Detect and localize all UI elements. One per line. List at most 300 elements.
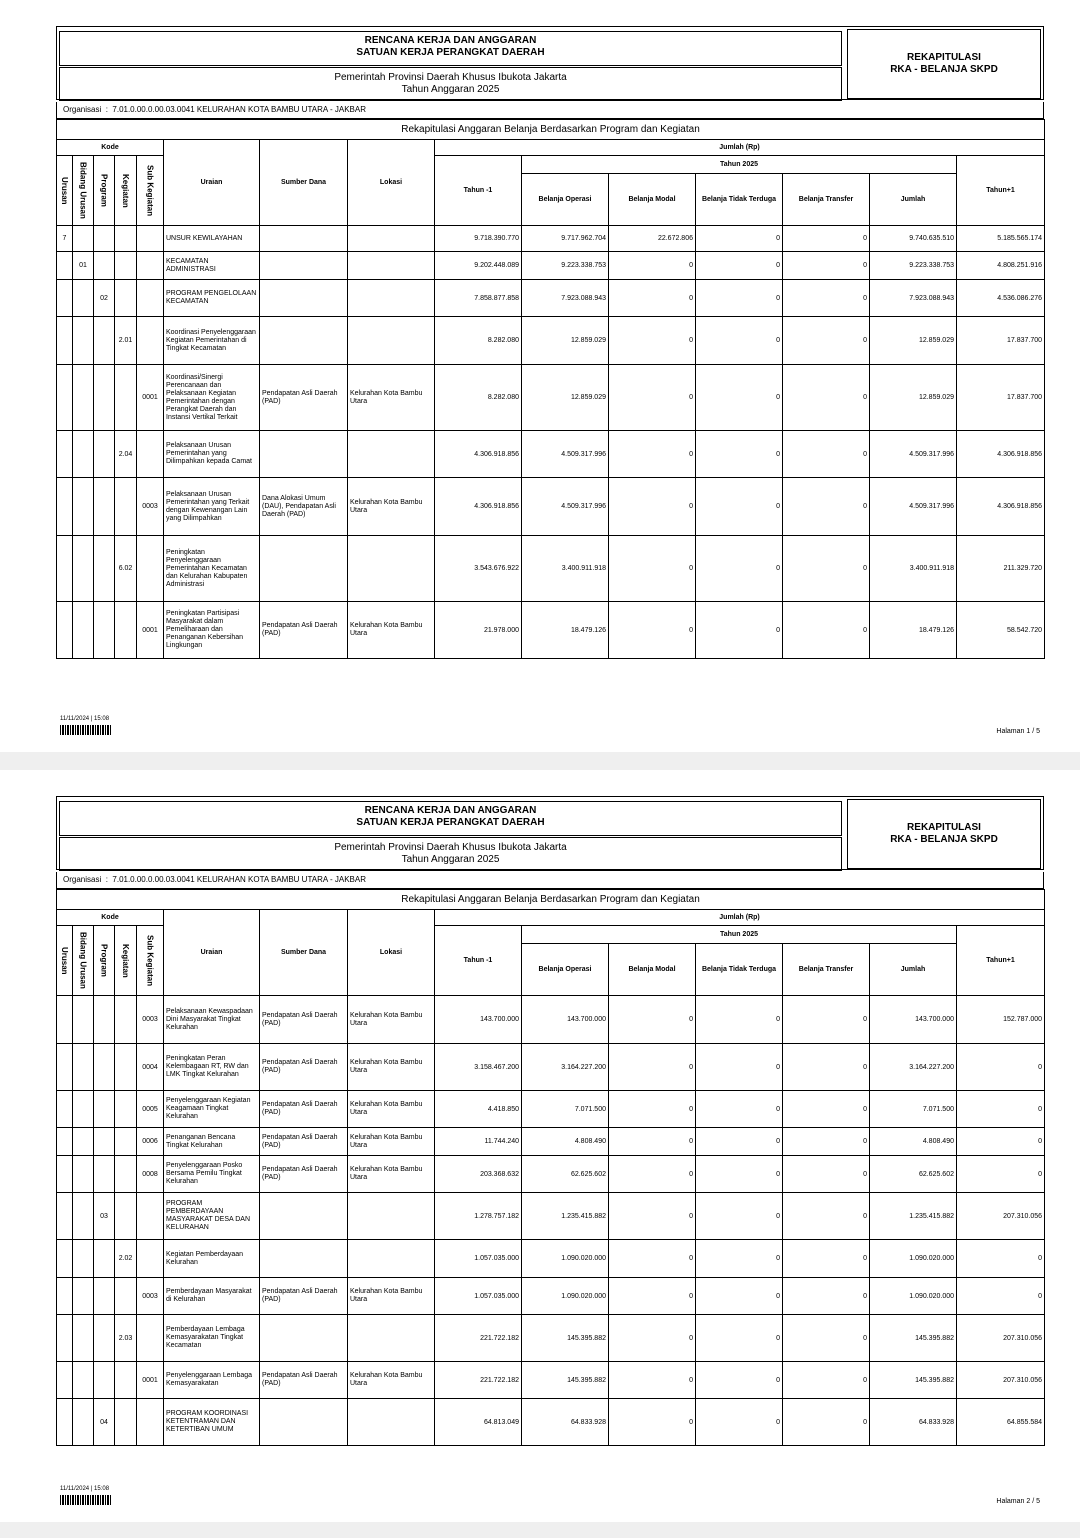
table-title: Rekapitulasi Anggaran Belanja Berdasarkan Program dan Kegiatan — [57, 890, 1045, 910]
cell-lokasi: Kelurahan Kota Bambu Utara — [348, 365, 435, 431]
cell-belanja-transfer: 0 — [783, 431, 870, 478]
cell-sub-kegiatan-code — [137, 280, 164, 317]
cell-kegiatan-code — [115, 1128, 137, 1156]
cell-program-code: 02 — [94, 280, 115, 317]
cell-bidang-code — [73, 996, 94, 1044]
cell-jumlah: 12.859.029 — [870, 365, 957, 431]
cell-belanja-transfer: 0 — [783, 1193, 870, 1240]
col-kegiatan: Kegiatan — [121, 943, 130, 978]
cell-kegiatan-code — [115, 1156, 137, 1193]
cell-lokasi: Kelurahan Kota Bambu Utara — [348, 1362, 435, 1399]
cell-uraian: Peningkatan Partisipasi Masyarakat dalam Pemeliharaan dan Penanganan Kebersihan Lingkungan — [164, 602, 260, 659]
col-kode: Kode — [57, 140, 164, 156]
cell-belanja-tidak-terduga: 0 — [696, 1156, 783, 1193]
cell-tahun-plus-1: 0 — [957, 1091, 1045, 1128]
cell-belanja-operasi: 9.223.338.753 — [522, 252, 609, 280]
budget-year: Tahun Anggaran 2025 — [401, 854, 500, 865]
cell-bidang-code — [73, 226, 94, 252]
cell-program-code — [94, 431, 115, 478]
footer-date: 11/11/2024 | 15:08 — [60, 716, 110, 722]
cell-urusan-code — [57, 431, 73, 478]
cell-urusan-code — [57, 1091, 73, 1128]
cell-belanja-tidak-terduga: 0 — [696, 1278, 783, 1315]
report-header — [56, 26, 1044, 100]
cell-belanja-operasi: 3.164.227.200 — [522, 1044, 609, 1091]
cell-uraian: Penyelenggaraan Posko Bersama Pemilu Tingkat Kelurahan — [164, 1156, 260, 1193]
cell-kegiatan-code — [115, 1399, 137, 1446]
cell-program-code — [94, 252, 115, 280]
cell-uraian: Pemberdayaan Masyarakat di Kelurahan — [164, 1278, 260, 1315]
cell-tahun-plus-1: 0 — [957, 1044, 1045, 1091]
cell-urusan-code — [57, 996, 73, 1044]
cell-jumlah: 9.223.338.753 — [870, 252, 957, 280]
cell-belanja-transfer: 0 — [783, 252, 870, 280]
cell-belanja-modal: 0 — [609, 478, 696, 536]
table-row — [57, 996, 1045, 1044]
col-tahun-minus-1: Tahun -1 — [435, 926, 522, 996]
cell-tahun-plus-1: 211.329.720 — [957, 536, 1045, 602]
cell-program-code — [94, 1128, 115, 1156]
cell-belanja-transfer: 0 — [783, 280, 870, 317]
cell-belanja-operasi: 3.400.911.918 — [522, 536, 609, 602]
cell-urusan-code — [57, 1240, 73, 1278]
cell-bidang-code — [73, 280, 94, 317]
cell-bidang-code — [73, 365, 94, 431]
cell-bidang-code — [73, 1044, 94, 1091]
cell-tahun-minus-1: 3.543.676.922 — [435, 536, 522, 602]
cell-sumber-dana: Pendapatan Asli Daerah (PAD) — [260, 1362, 348, 1399]
cell-lokasi: Kelurahan Kota Bambu Utara — [348, 1128, 435, 1156]
rekap-subtitle: RKA - BELANJA SKPD — [890, 64, 998, 75]
col-tahun-2025: Tahun 2025 — [522, 926, 957, 944]
cell-belanja-tidak-terduga: 0 — [696, 1193, 783, 1240]
cell-belanja-operasi: 18.479.126 — [522, 602, 609, 659]
cell-tahun-minus-1: 8.282.080 — [435, 317, 522, 365]
cell-uraian: Penanganan Bencana Tingkat Kelurahan — [164, 1128, 260, 1156]
col-jumlah-rp: Jumlah (Rp) — [435, 910, 1045, 926]
cell-belanja-transfer: 0 — [783, 1278, 870, 1315]
cell-sub-kegiatan-code: 0003 — [137, 478, 164, 536]
cell-belanja-transfer: 0 — [783, 996, 870, 1044]
report-subtitle — [59, 67, 842, 101]
cell-belanja-tidak-terduga: 0 — [696, 226, 783, 252]
cell-belanja-transfer: 0 — [783, 317, 870, 365]
cell-belanja-transfer: 0 — [783, 536, 870, 602]
col-urusan: Urusan — [60, 946, 69, 975]
cell-belanja-tidak-terduga: 0 — [696, 602, 783, 659]
cell-kegiatan-code — [115, 365, 137, 431]
col-belanja-modal: Belanja Modal — [609, 944, 696, 996]
cell-belanja-tidak-terduga: 0 — [696, 280, 783, 317]
cell-belanja-transfer: 0 — [783, 1240, 870, 1278]
cell-jumlah: 4.808.490 — [870, 1128, 957, 1156]
cell-urusan-code — [57, 1315, 73, 1362]
cell-sumber-dana — [260, 1315, 348, 1362]
col-uraian: Uraian — [164, 140, 260, 226]
cell-belanja-operasi: 12.859.029 — [522, 365, 609, 431]
cell-belanja-modal: 0 — [609, 317, 696, 365]
cell-belanja-modal: 0 — [609, 1128, 696, 1156]
col-belanja-transfer: Belanja Transfer — [783, 944, 870, 996]
cell-urusan-code — [57, 1156, 73, 1193]
cell-jumlah: 12.859.029 — [870, 317, 957, 365]
cell-sub-kegiatan-code: 0001 — [137, 365, 164, 431]
cell-lokasi: Kelurahan Kota Bambu Utara — [348, 1156, 435, 1193]
cell-program-code — [94, 1044, 115, 1091]
col-bidang-urusan: Bidang Urusan — [78, 162, 88, 219]
table-row — [57, 1193, 1045, 1240]
cell-sumber-dana — [260, 431, 348, 478]
table-row — [57, 536, 1045, 602]
cell-sumber-dana: Dana Alokasi Umum (DAU), Pendapatan Asli Daerah (PAD) — [260, 478, 348, 536]
cell-belanja-operasi: 12.859.029 — [522, 317, 609, 365]
org-value: 7.01.0.00.0.00.03.0041 KELURAHAN KOTA BAMBU UTARA - JAKBAR — [112, 105, 366, 114]
cell-belanja-modal: 0 — [609, 280, 696, 317]
cell-bidang-code — [73, 1315, 94, 1362]
cell-sub-kegiatan-code: 0003 — [137, 1278, 164, 1315]
cell-jumlah: 3.164.227.200 — [870, 1044, 957, 1091]
col-belanja-operasi: Belanja Operasi — [522, 944, 609, 996]
cell-sumber-dana — [260, 317, 348, 365]
cell-sumber-dana — [260, 1240, 348, 1278]
cell-sub-kegiatan-code: 0008 — [137, 1156, 164, 1193]
cell-program-code — [94, 1240, 115, 1278]
cell-kegiatan-code — [115, 1278, 137, 1315]
cell-bidang-code — [73, 317, 94, 365]
cell-tahun-plus-1: 5.185.565.174 — [957, 226, 1045, 252]
cell-sumber-dana: Pendapatan Asli Daerah (PAD) — [260, 365, 348, 431]
cell-belanja-transfer: 0 — [783, 478, 870, 536]
col-uraian: Uraian — [164, 910, 260, 996]
cell-sumber-dana — [260, 226, 348, 252]
cell-kegiatan-code: 2.01 — [115, 317, 137, 365]
cell-belanja-modal: 0 — [609, 1278, 696, 1315]
cell-kegiatan-code — [115, 1193, 137, 1240]
cell-belanja-transfer: 0 — [783, 1315, 870, 1362]
col-sumber-dana: Sumber Dana — [260, 910, 348, 996]
cell-jumlah: 7.923.088.943 — [870, 280, 957, 317]
cell-jumlah: 145.395.882 — [870, 1315, 957, 1362]
cell-belanja-transfer: 0 — [783, 226, 870, 252]
cell-sumber-dana — [260, 536, 348, 602]
document-page-1 — [0, 0, 1080, 752]
government-name: Pemerintah Provinsi Daerah Khusus Ibukota Jakarta — [334, 72, 567, 83]
cell-tahun-minus-1: 221.722.182 — [435, 1362, 522, 1399]
cell-sumber-dana: Pendapatan Asli Daerah (PAD) — [260, 602, 348, 659]
cell-belanja-transfer: 0 — [783, 1091, 870, 1128]
cell-uraian: Pelaksanaan Urusan Pemerintahan yang Dilimpahkan kepada Camat — [164, 431, 260, 478]
cell-sub-kegiatan-code: 0003 — [137, 996, 164, 1044]
cell-program-code — [94, 996, 115, 1044]
cell-sumber-dana — [260, 1399, 348, 1446]
cell-sumber-dana: Pendapatan Asli Daerah (PAD) — [260, 1278, 348, 1315]
cell-urusan-code — [57, 1399, 73, 1446]
cell-belanja-operasi: 62.625.602 — [522, 1156, 609, 1193]
cell-kegiatan-code — [115, 280, 137, 317]
cell-uraian: PROGRAM PEMBERDAYAAN MASYARAKAT DESA DAN KELURAHAN — [164, 1193, 260, 1240]
cell-jumlah: 145.395.882 — [870, 1362, 957, 1399]
cell-program-code — [94, 1156, 115, 1193]
cell-program-code: 03 — [94, 1193, 115, 1240]
cell-uraian: Peningkatan Peran Kelembagaan RT, RW dan LMK Tingkat Kelurahan — [164, 1044, 260, 1091]
cell-tahun-minus-1: 9.718.390.770 — [435, 226, 522, 252]
cell-sub-kegiatan-code — [137, 252, 164, 280]
cell-lokasi — [348, 280, 435, 317]
cell-program-code: 04 — [94, 1399, 115, 1446]
table-row — [57, 1240, 1045, 1278]
cell-sub-kegiatan-code — [137, 1399, 164, 1446]
cell-tahun-minus-1: 8.282.080 — [435, 365, 522, 431]
table-row — [57, 1399, 1045, 1446]
cell-tahun-minus-1: 4.418.850 — [435, 1091, 522, 1128]
cell-tahun-plus-1: 0 — [957, 1156, 1045, 1193]
table-row — [57, 365, 1045, 431]
cell-belanja-tidak-terduga: 0 — [696, 317, 783, 365]
title-line-1: RENCANA KERJA DAN ANGGARAN — [364, 35, 537, 46]
cell-sumber-dana: Pendapatan Asli Daerah (PAD) — [260, 1044, 348, 1091]
cell-tahun-plus-1: 0 — [957, 1278, 1045, 1315]
cell-program-code — [94, 478, 115, 536]
cell-tahun-plus-1: 152.787.000 — [957, 996, 1045, 1044]
cell-belanja-modal: 0 — [609, 1399, 696, 1446]
cell-uraian: Koordinasi/Sinergi Perencanaan dan Pelaksanaan Kegiatan Pemerintahan dengan Perangkat Daerah dan Instansi Vertikal Terkait — [164, 365, 260, 431]
cell-program-code — [94, 602, 115, 659]
cell-belanja-tidak-terduga: 0 — [696, 1315, 783, 1362]
cell-sumber-dana: Pendapatan Asli Daerah (PAD) — [260, 1091, 348, 1128]
rekap-title: REKAPITULASI — [907, 822, 981, 833]
cell-uraian: Peningkatan Penyelenggaraan Pemerintahan Kecamatan dan Kelurahan Kabupaten Administrasi — [164, 536, 260, 602]
cell-belanja-modal: 0 — [609, 1362, 696, 1399]
cell-belanja-modal: 0 — [609, 1091, 696, 1128]
col-bidang-urusan: Bidang Urusan — [78, 932, 88, 989]
cell-tahun-plus-1: 207.310.056 — [957, 1315, 1045, 1362]
cell-belanja-tidak-terduga: 0 — [696, 1091, 783, 1128]
col-tahun-plus-1: Tahun+1 — [957, 156, 1045, 226]
cell-sumber-dana — [260, 1193, 348, 1240]
rekap-title: REKAPITULASI — [907, 52, 981, 63]
cell-sub-kegiatan-code — [137, 1193, 164, 1240]
cell-belanja-operasi: 4.509.317.996 — [522, 478, 609, 536]
col-tahun-2025: Tahun 2025 — [522, 156, 957, 174]
cell-tahun-minus-1: 203.368.632 — [435, 1156, 522, 1193]
cell-jumlah: 1.090.020.000 — [870, 1278, 957, 1315]
cell-program-code — [94, 1315, 115, 1362]
cell-uraian: Kegiatan Pemberdayaan Kelurahan — [164, 1240, 260, 1278]
cell-lokasi — [348, 536, 435, 602]
cell-tahun-minus-1: 7.858.877.858 — [435, 280, 522, 317]
table-row — [57, 1091, 1045, 1128]
title-line-2: SATUAN KERJA PERANGKAT DAERAH — [356, 817, 545, 828]
cell-kegiatan-code — [115, 252, 137, 280]
col-belanja-tidak-terduga: Belanja Tidak Terduga — [696, 944, 783, 996]
cell-tahun-plus-1: 64.855.584 — [957, 1399, 1045, 1446]
cell-bidang-code — [73, 602, 94, 659]
rekap-box — [847, 799, 1041, 869]
cell-lokasi: Kelurahan Kota Bambu Utara — [348, 602, 435, 659]
cell-tahun-plus-1: 17.837.700 — [957, 317, 1045, 365]
cell-tahun-plus-1: 4.306.918.856 — [957, 478, 1045, 536]
cell-bidang-code — [73, 478, 94, 536]
cell-lokasi — [348, 1399, 435, 1446]
cell-bidang-code — [73, 431, 94, 478]
col-jumlah-rp: Jumlah (Rp) — [435, 140, 1045, 156]
cell-kegiatan-code: 2.04 — [115, 431, 137, 478]
cell-lokasi: Kelurahan Kota Bambu Utara — [348, 1044, 435, 1091]
cell-belanja-transfer: 0 — [783, 1128, 870, 1156]
col-tahun-plus-1: Tahun+1 — [957, 926, 1045, 996]
cell-urusan-code — [57, 1044, 73, 1091]
cell-belanja-operasi: 143.700.000 — [522, 996, 609, 1044]
title-line-1: RENCANA KERJA DAN ANGGARAN — [364, 805, 537, 816]
cell-sub-kegiatan-code: 0001 — [137, 1362, 164, 1399]
col-lokasi: Lokasi — [348, 140, 435, 226]
cell-belanja-operasi: 1.090.020.000 — [522, 1278, 609, 1315]
org-value: 7.01.0.00.0.00.03.0041 KELURAHAN KOTA BAMBU UTARA - JAKBAR — [112, 875, 366, 884]
cell-belanja-tidak-terduga: 0 — [696, 536, 783, 602]
cell-jumlah: 18.479.126 — [870, 602, 957, 659]
cell-kegiatan-code: 2.03 — [115, 1315, 137, 1362]
cell-bidang-code — [73, 1193, 94, 1240]
budget-year: Tahun Anggaran 2025 — [401, 84, 500, 95]
cell-belanja-operasi: 145.395.882 — [522, 1362, 609, 1399]
cell-bidang-code — [73, 1362, 94, 1399]
cell-kegiatan-code: 2.02 — [115, 1240, 137, 1278]
cell-belanja-operasi: 7.923.088.943 — [522, 280, 609, 317]
cell-belanja-tidak-terduga: 0 — [696, 1240, 783, 1278]
cell-lokasi — [348, 431, 435, 478]
cell-lokasi — [348, 252, 435, 280]
cell-tahun-plus-1: 58.542.720 — [957, 602, 1045, 659]
cell-tahun-plus-1: 0 — [957, 1128, 1045, 1156]
organisation-line — [56, 872, 1044, 889]
cell-belanja-modal: 0 — [609, 431, 696, 478]
col-sumber-dana: Sumber Dana — [260, 140, 348, 226]
cell-belanja-tidak-terduga: 0 — [696, 996, 783, 1044]
table-row — [57, 1362, 1045, 1399]
col-jumlah: Jumlah — [870, 944, 957, 996]
cell-belanja-operasi: 7.071.500 — [522, 1091, 609, 1128]
report-subtitle — [59, 837, 842, 871]
cell-jumlah: 3.400.911.918 — [870, 536, 957, 602]
cell-urusan-code — [57, 1193, 73, 1240]
cell-program-code — [94, 536, 115, 602]
col-program: Program — [99, 174, 109, 207]
cell-sumber-dana: Pendapatan Asli Daerah (PAD) — [260, 1156, 348, 1193]
rekap-box — [847, 29, 1041, 99]
cell-bidang-code — [73, 1091, 94, 1128]
cell-belanja-modal: 0 — [609, 1315, 696, 1362]
cell-lokasi: Kelurahan Kota Bambu Utara — [348, 1278, 435, 1315]
cell-urusan-code — [57, 1128, 73, 1156]
cell-belanja-transfer: 0 — [783, 1156, 870, 1193]
cell-urusan-code — [57, 280, 73, 317]
cell-uraian: Pelaksanaan Kewaspadaan Dini Masyarakat Tingkat Kelurahan — [164, 996, 260, 1044]
footer-date: 11/11/2024 | 15:08 — [60, 1486, 110, 1492]
cell-program-code — [94, 317, 115, 365]
cell-belanja-transfer: 0 — [783, 1044, 870, 1091]
cell-sub-kegiatan-code — [137, 226, 164, 252]
page-number: Halaman 1 / 5 — [996, 728, 1040, 735]
organisation-line — [56, 102, 1044, 119]
cell-urusan-code — [57, 365, 73, 431]
report-title — [59, 801, 842, 836]
cell-belanja-operasi: 1.090.020.000 — [522, 1240, 609, 1278]
cell-program-code — [94, 1278, 115, 1315]
cell-urusan-code — [57, 478, 73, 536]
cell-kegiatan-code — [115, 226, 137, 252]
col-sub-kegiatan: Sub Kegiatan — [145, 934, 155, 987]
table-row — [57, 1156, 1045, 1193]
cell-sub-kegiatan-code — [137, 431, 164, 478]
cell-sub-kegiatan-code: 0001 — [137, 602, 164, 659]
government-name: Pemerintah Provinsi Daerah Khusus Ibukota Jakarta — [334, 842, 567, 853]
cell-tahun-minus-1: 1.057.035.000 — [435, 1240, 522, 1278]
cell-sumber-dana: Pendapatan Asli Daerah (PAD) — [260, 1128, 348, 1156]
col-kode: Kode — [57, 910, 164, 926]
cell-belanja-operasi: 9.717.962.704 — [522, 226, 609, 252]
col-belanja-operasi: Belanja Operasi — [522, 174, 609, 226]
col-lokasi: Lokasi — [348, 910, 435, 996]
cell-lokasi — [348, 1240, 435, 1278]
cell-lokasi: Kelurahan Kota Bambu Utara — [348, 1091, 435, 1128]
col-belanja-modal: Belanja Modal — [609, 174, 696, 226]
col-jumlah: Jumlah — [870, 174, 957, 226]
cell-tahun-plus-1: 17.837.700 — [957, 365, 1045, 431]
cell-belanja-transfer: 0 — [783, 602, 870, 659]
cell-belanja-tidak-terduga: 0 — [696, 1399, 783, 1446]
cell-tahun-minus-1: 3.158.467.200 — [435, 1044, 522, 1091]
cell-kegiatan-code — [115, 478, 137, 536]
document-page-2 — [0, 770, 1080, 1522]
cell-tahun-minus-1: 9.202.448.089 — [435, 252, 522, 280]
table-row — [57, 478, 1045, 536]
col-program: Program — [99, 944, 109, 977]
cell-belanja-modal: 22.672.806 — [609, 226, 696, 252]
cell-program-code — [94, 365, 115, 431]
cell-bidang-code — [73, 536, 94, 602]
cell-uraian: Koordinasi Penyelenggaraan Kegiatan Pemerintahan di Tingkat Kecamatan — [164, 317, 260, 365]
col-sub-kegiatan: Sub Kegiatan — [145, 164, 155, 217]
table-row — [57, 252, 1045, 280]
table-row — [57, 280, 1045, 317]
col-tahun-minus-1: Tahun -1 — [435, 156, 522, 226]
cell-belanja-tidak-terduga: 0 — [696, 365, 783, 431]
col-belanja-transfer: Belanja Transfer — [783, 174, 870, 226]
cell-tahun-minus-1: 221.722.182 — [435, 1315, 522, 1362]
rekap-subtitle: RKA - BELANJA SKPD — [890, 834, 998, 845]
cell-kegiatan-code — [115, 996, 137, 1044]
cell-kegiatan-code — [115, 602, 137, 659]
table-row — [57, 1128, 1045, 1156]
cell-belanja-modal: 0 — [609, 1156, 696, 1193]
cell-jumlah: 9.740.635.510 — [870, 226, 957, 252]
cell-jumlah: 4.509.317.996 — [870, 431, 957, 478]
cell-sub-kegiatan-code: 0005 — [137, 1091, 164, 1128]
cell-belanja-tidak-terduga: 0 — [696, 478, 783, 536]
col-urusan: Urusan — [60, 176, 69, 205]
cell-belanja-modal: 0 — [609, 996, 696, 1044]
cell-belanja-tidak-terduga: 0 — [696, 252, 783, 280]
cell-bidang-code — [73, 1128, 94, 1156]
cell-belanja-transfer: 0 — [783, 1399, 870, 1446]
cell-belanja-modal: 0 — [609, 1240, 696, 1278]
cell-kegiatan-code: 6.02 — [115, 536, 137, 602]
cell-uraian: Penyelenggaraan Lembaga Kemasyarakatan — [164, 1362, 260, 1399]
cell-sub-kegiatan-code — [137, 536, 164, 602]
cell-bidang-code — [73, 1240, 94, 1278]
table-row — [57, 317, 1045, 365]
cell-lokasi: Kelurahan Kota Bambu Utara — [348, 996, 435, 1044]
